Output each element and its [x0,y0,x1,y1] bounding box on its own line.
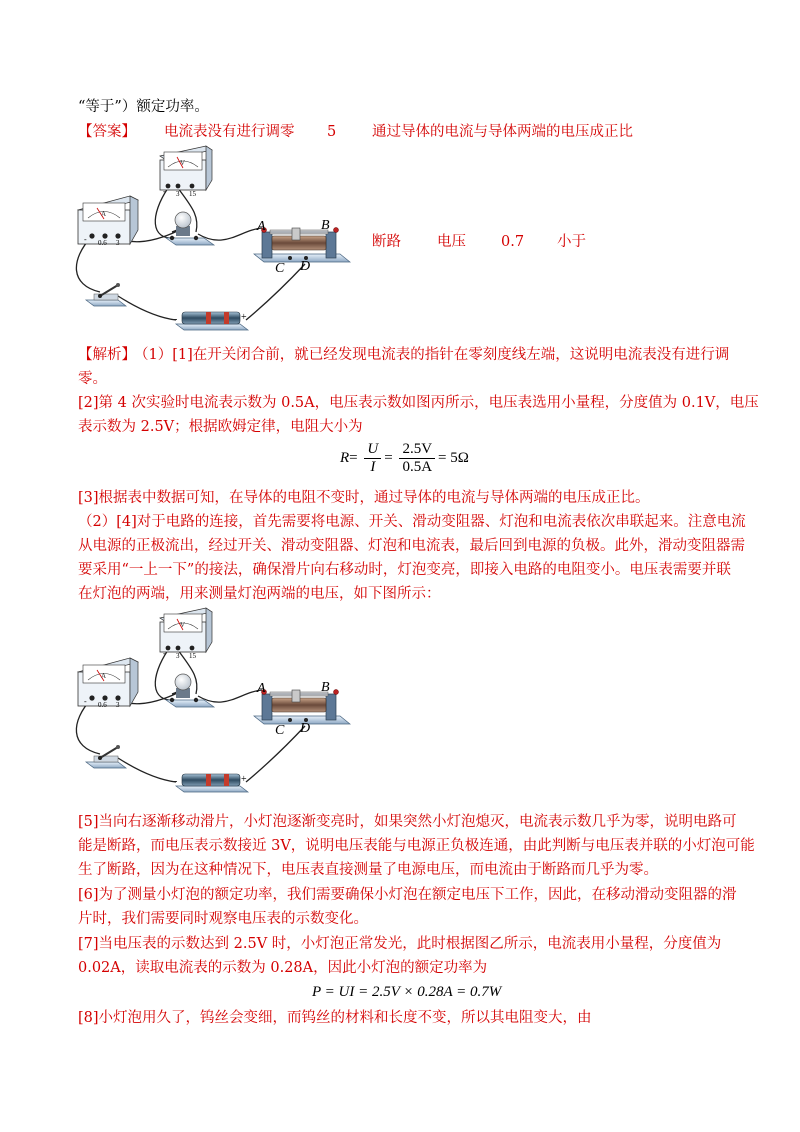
analysis-p4b: 从电源的正极流出，经过开关、滑动变阻器、灯泡和电流表，最后回到电源的负极。此外，滑动变阻器需 [78,538,745,554]
answer-7: 小于 [557,234,586,250]
analysis-p5b: 能是断路，而电压表示数接近 3V，说明电压表能与电源正负极连通，由此判断与电压表并联的小灯泡可能 [78,838,755,854]
analysis-p4d: 在灯泡的两端，用来测量灯泡两端的电压，如下图所示： [78,586,441,602]
circuit-diagram-analysis [0,462,800,807]
answer-6: 0.7 [501,234,525,250]
analysis-p8: [8]小灯泡用久了，钨丝会变细，而钨丝的材料和长度不变，所以其电阻变大，由 [78,1010,592,1026]
analysis-p7a: [7]当电压表的示数达到 2.5V 时，小灯泡正常发光，此时根据图乙所示，电流表用小量程，分度值为 [78,936,722,952]
analysis-p1a: （1）[1]在开关闭合前，就已经发现电流表的指针在零刻度线左端，这说明电流表没有进行调 [134,347,730,363]
analysis-p6a: [6]为了测量小灯泡的额定功率，我们需要确保小灯泡在额定电压下工作，因此，在移动滑动变阻器的滑 [78,887,737,903]
analysis-p2b: 表示数为 2.5V；根据欧姆定律，电阻大小为 [78,419,363,435]
analysis-p1b: 零。 [78,371,107,387]
answer-3: 通过导体的电流与导体两端的电压成正比 [372,124,633,140]
analysis-p6b: 片时，我们需要同时观察电压表的示数变化。 [78,911,368,927]
analysis-p4c: 要采用“一上一下”的接法，确保滑片向右移动时，灯泡变亮，即接入电路的电阻变小。电压表需要并联 [78,562,731,578]
equation-power: P = UI = 2.5V × 0.28A = 0.7W [312,984,502,1000]
circuit-diagram-answer [0,0,800,340]
answer-tag: 【答案】 [78,124,136,140]
answer-4: 断路 [372,234,401,250]
analysis-p3: [3]根据表中数据可知，在导体的电阻不变时，通过导体的电流与导体两端的电压成正比。 [78,490,650,506]
analysis-p5a: [5]当向右逐渐移动滑片，小灯泡逐渐变亮时，如果突然小灯泡熄灭，电流表示数几乎为零，说明电路可 [78,814,737,830]
answer-1: 电流表没有进行调零 [164,124,295,140]
answer-5: 电压 [437,234,466,250]
analysis-p7b: 0.02A，读取电流表的示数为 0.28A，因此小灯泡的额定功率为 [78,960,488,976]
analysis-p5c: 生了断路，因为在这种情况下，电压表直接测量了电源电压，而电流由于断路而几乎为零。 [78,862,658,878]
analysis-p2a: [2]第 4 次实验时电流表示数为 0.5A，电压表示数如图丙所示，电压表选用小量程，分度值为 0.1V，电压 [78,395,759,411]
top-line: “等于”）额定功率。 [78,99,209,115]
answer-2: 5 [327,124,337,140]
equation-resistance: R= $\frac{U}{I}$ = $\frac{2.5V}{0.5A}$ = 5Ω [340,441,469,476]
analysis-tag: 【解析】 [78,347,136,363]
analysis-p4a: （2）[4]对于电路的连接，首先需要将电源、开关、滑动变阻器、灯泡和电流表依次串联起来。注意电流 [78,514,746,530]
